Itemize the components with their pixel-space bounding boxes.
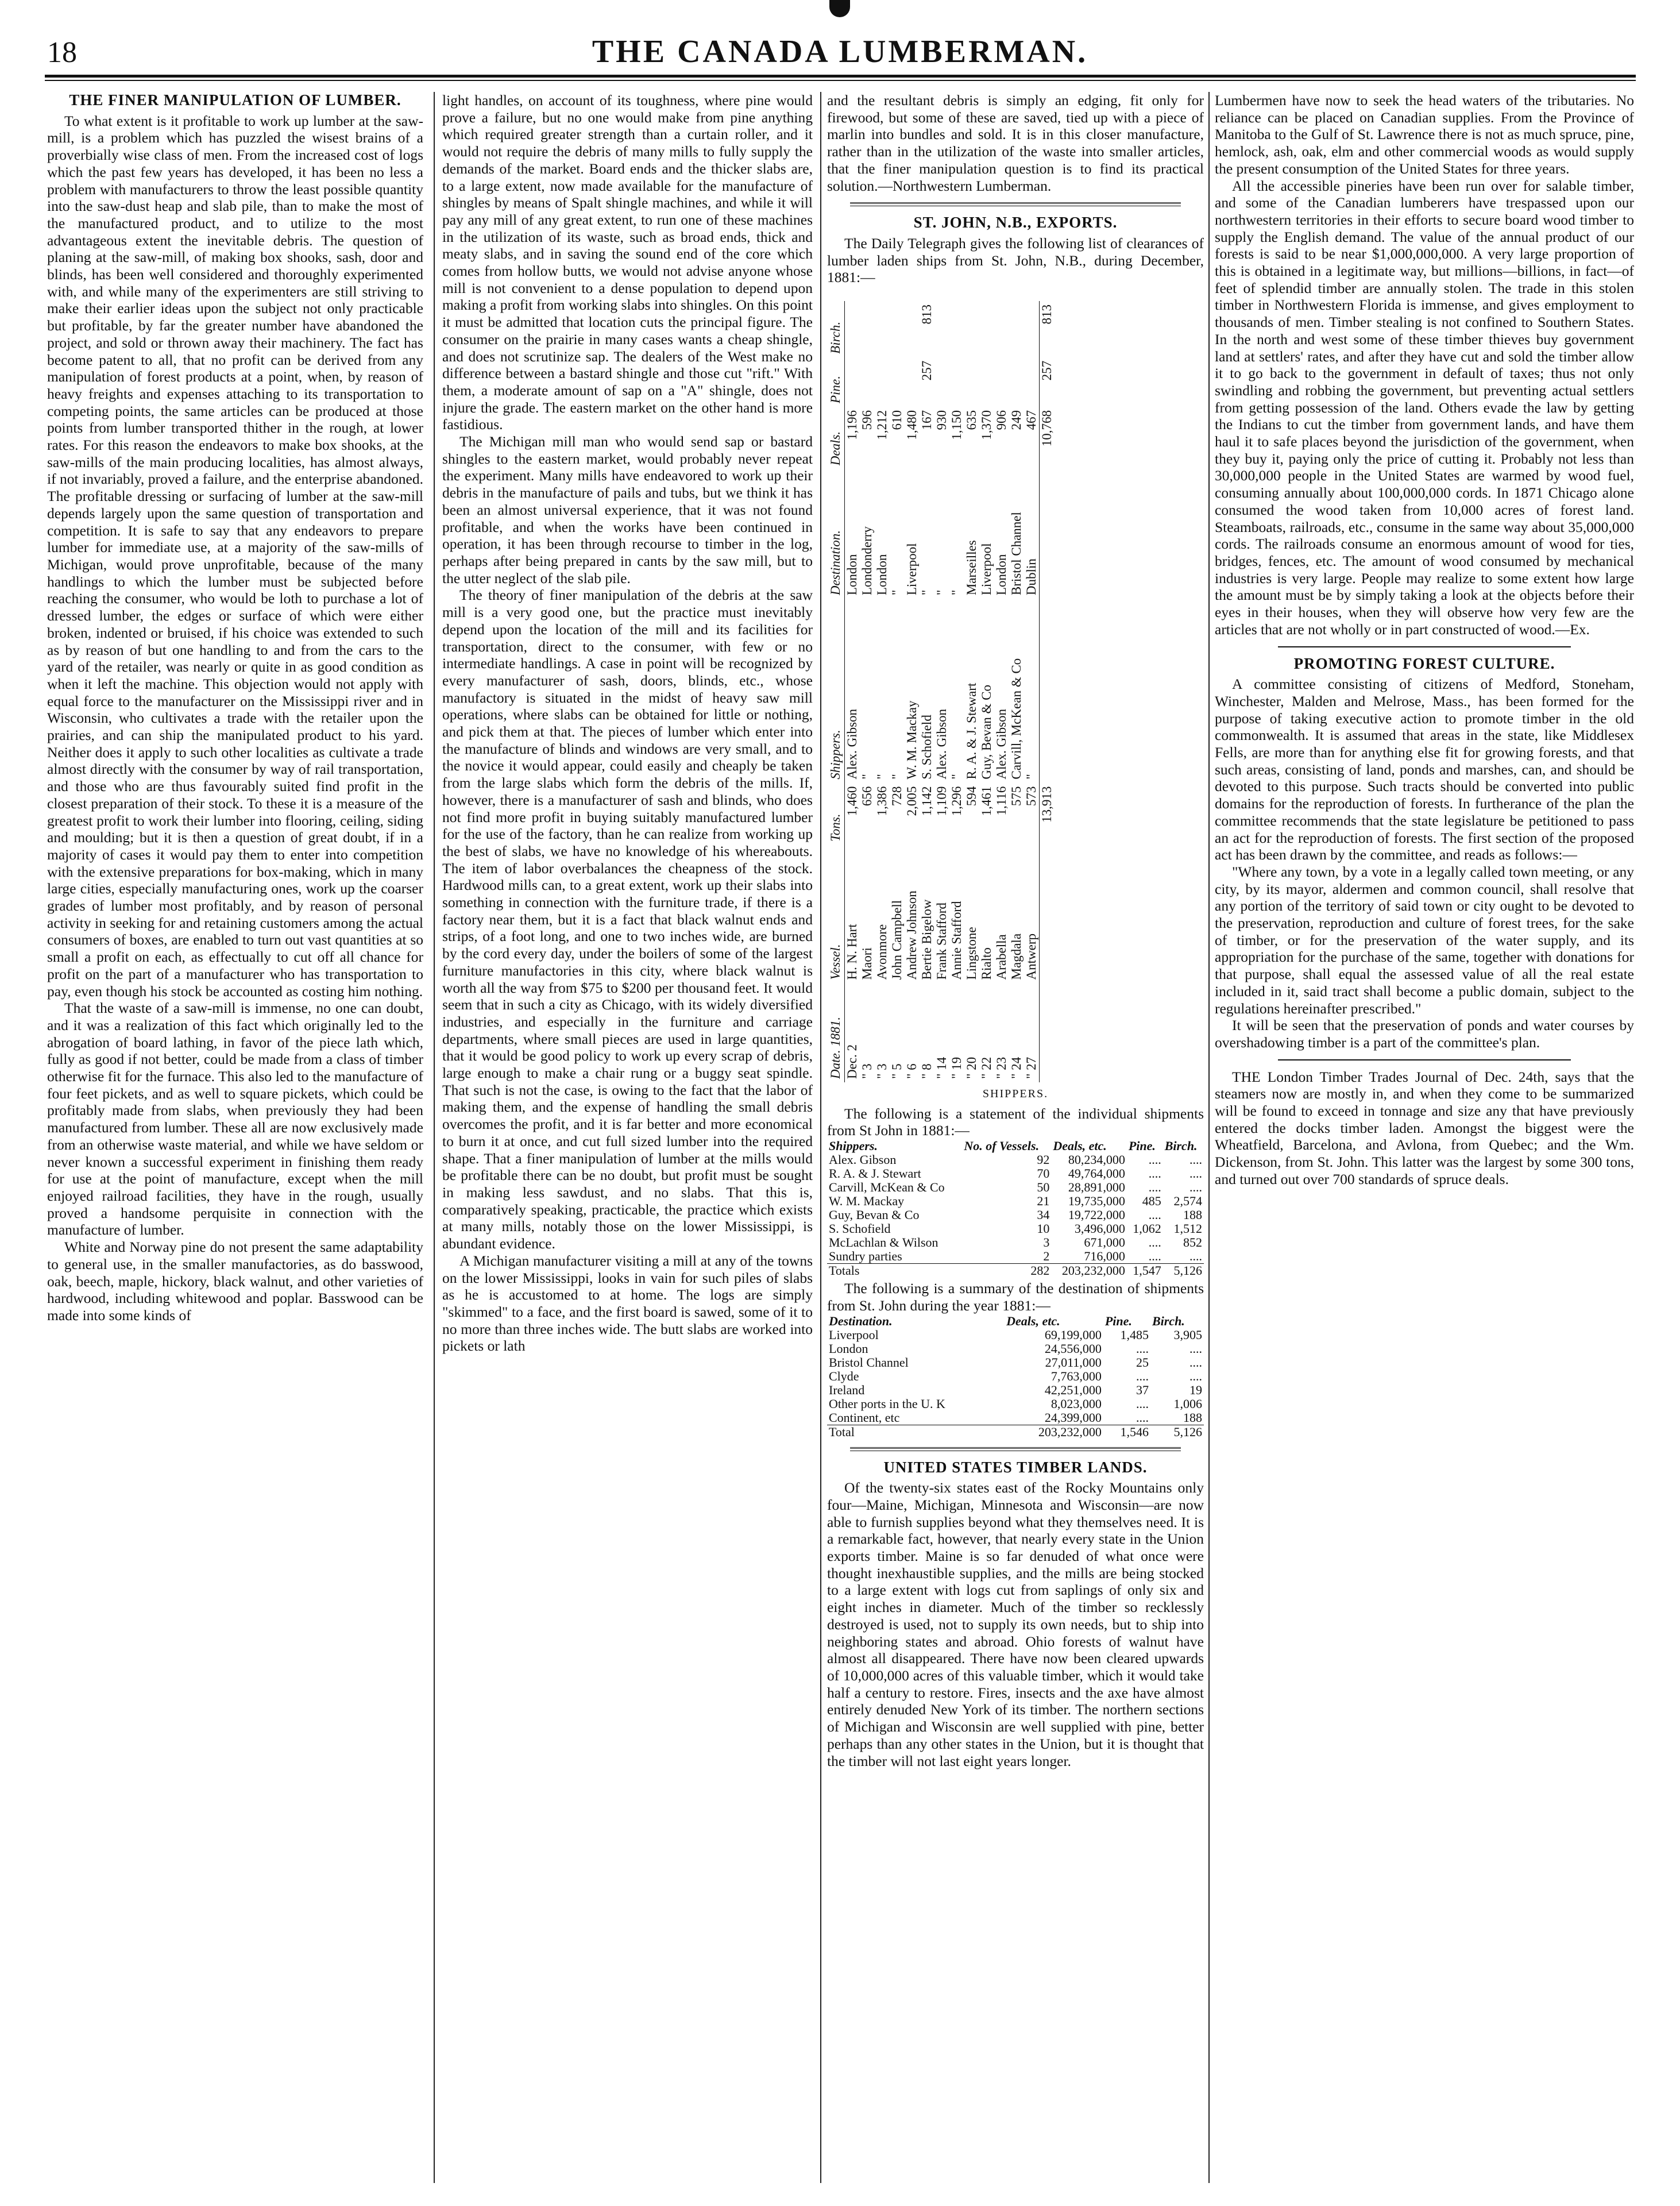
column-3: [827, 92, 1204, 2189]
paragraph: The Daily Telegraph gives the following list of clearances of lumber laden ships from St. John, N.B., during December, 1881:—: [827, 234, 1204, 286]
table-cell: 19,735,000: [1068, 1194, 1125, 1209]
table-cell: 1,116: [994, 786, 1009, 816]
table-cell: H. N. Hart: [845, 924, 859, 980]
table-header-cell: Shippers.: [827, 599, 845, 782]
table-cell: ....: [1148, 1208, 1161, 1222]
table-cell: [1024, 301, 1040, 357]
table-cell: John Campbell: [890, 900, 904, 980]
table-cell: ": [890, 589, 904, 596]
table-cell: ": [860, 774, 874, 780]
section-divider: [850, 1447, 1181, 1451]
table-cell: 1,109: [934, 786, 949, 816]
paragraph: The theory of finer manipulation of the debris at the saw mill is a very good one, but the practice must inevitably depend upon the location of the mill and its facilities for transportation, direct to the consumer, with few or no intermediate handlings. A case in point will be recognized by every manufacturer of sash, doors, blinds, etc., whose manufactory is situated in the midst of heavy saw mill operations, where slabs can be obtained for little or nothing, and pick them at that. The pieces of lumber which enter into the manufacture of blinds and windows are very small, and to the novice it would appear, could easily and cheaply be taken from the large slabs which form the debris of the mills. If, however, there is a manufacturer of sash and blinds, who does not find more profit in buying suitably manufactured lumber for the use of the factory, than he can realize from working up the best of slabs, we have no knowledge of his whereabouts. The item of labor overbalances the cheapness of the stock. Hardwood mills can, to a great extent, work up their slabs into something in connection with the furniture trade, if there is a factory near them, but it is a fact that black walnut ends and strips, of a foot long, and one to two inches wide, are burned by the cord every day, under the boilers of some of the largest furniture manufactories in this city, where black walnut is worth all the way from $75 to $200 per thousand feet. It would seem that in such a city as Chicago, with its widely diversified industries, and especially in the furniture and carriage departments, where small pieces are used in large quantities, that it would be good policy to work up every scrap of debris, large enough to make a chair rung or a buggy seat spindle. That such is not the case, is owing to the fact that the labor of making them, and the expense of handling the small debris overcomes the profit, and it is far better and more economical to burn it at once, and cut full sized lumber into the required shape. That a finer manipulation of lumber at the mills would be profitable there can be no doubt, but profit must be sought in making less sawdust, and no slabs. That this is, comparatively speaking, practicable, the practice which exists at many mills, notably those on the lower Mississippi, is abundant evidence.: [442, 587, 813, 1252]
table-cell: ....: [1148, 1152, 1161, 1167]
table-row: [827, 1356, 1204, 1370]
table-row: [827, 1167, 1204, 1181]
table-cell: London: [829, 1341, 868, 1356]
table-row: [1009, 301, 1024, 1082]
table-row: [827, 1411, 1204, 1425]
column-rule: [820, 92, 821, 2183]
column-2: [442, 92, 813, 2189]
table-header-cell: Vessel.: [827, 845, 845, 984]
paragraph: Lumbermen have now to seek the head waters of the tributaries. No reliance can be placed on Canadian supplies. From the Province of Manitoba to the Gulf of St. Lawrence there is not as much spruce, pine, hemlock, ash, oak, elm and other commercial woods as would supply the present consumption of the United States for three years.: [1215, 92, 1634, 177]
table-row: [979, 301, 994, 1082]
table-cell: 716,000: [1084, 1249, 1125, 1264]
table-header-cell: Pine.: [1104, 1313, 1132, 1328]
table-cell: " 8: [920, 1063, 934, 1079]
table-cell: Andrew Johnson: [905, 890, 919, 980]
table-cell: 3: [1043, 1235, 1050, 1250]
table-row: [827, 1222, 1204, 1236]
table-cell: ....: [1189, 1180, 1202, 1195]
table-cell: 5,126: [1163, 1264, 1204, 1278]
table-cell: Lingstone: [964, 927, 979, 980]
table-cell: 80,234,000: [1068, 1152, 1125, 1167]
table-cell: [979, 357, 994, 407]
table-cell: [1040, 845, 1055, 984]
table-cell: " 3: [860, 1063, 874, 1079]
table-cell: ....: [1148, 1166, 1161, 1181]
table-cell: London: [994, 554, 1009, 596]
table-cell: London: [875, 554, 889, 596]
table-cell: 610: [890, 410, 904, 430]
table-cell: 728: [890, 786, 904, 807]
table-cell: Guy, Bevan & Co: [979, 685, 994, 780]
clearances-table: [827, 301, 1055, 1082]
table-cell: 257: [1040, 357, 1055, 407]
table-cell: Rialto: [979, 947, 994, 980]
table-cell: 10: [1037, 1221, 1050, 1236]
table-row: [934, 301, 949, 1082]
table-cell: 1,296: [949, 786, 964, 816]
masthead-rule: [45, 75, 1636, 81]
paragraph: "Where any town, by a vote in a legally called town meeting, or any city, by its mayor, aldermen and common council, shall resolve that any portion of the territory of said town or city ought to be devoted to the preservation, reproduction and culture of forest trees, for the sake of timber, or for the preservation of the water supply, and its appropriation for the purchase of the same, together with donations for that purpose, shall equal the assessed value of all the real estate included in it, said tract shall become a public domain, subject to the regulations hereinafter prescribed.": [1215, 863, 1634, 1017]
table-header-cell: Destination.: [829, 1313, 893, 1328]
table-cell: Maori: [860, 947, 874, 980]
table-caption: SHIPPERS.: [982, 1087, 1049, 1101]
table-cell: [964, 301, 979, 357]
paragraph: A Michigan manufacturer visiting a mill at any of the towns on the lower Mississippi, looks in vain for such piles of slabs as he is accustomed to at home. The logs are simply "skimmed" to a face, and the first board is sawed, some of it to no more than three inches wide. The butt slabs are worked into pickets or lath: [442, 1252, 813, 1355]
table-cell: 21: [1037, 1194, 1050, 1209]
column-rule: [434, 92, 435, 2183]
table-row: [827, 1383, 1204, 1397]
table-cell: Sundry parties: [829, 1249, 902, 1264]
table-cell: 27,011,000: [1045, 1355, 1102, 1370]
table-cell: 1,006: [1173, 1396, 1202, 1411]
paragraph: light handles, on account of its toughness, where pine would prove a failure, but no one would make from pine anything which required greater strength than a curtain roller, and it would not require the debris of many mills to fully supply the demands of the market. Board ends and the thicker slabs are, to a large extent, now made available for the manufacture of shingles by means of Spalt shingle machines, and while it will pay any mill of any great extent, to run one of these machines in the utilization of its waste, such as broad ends, thick and meaty slabs, and in saving the sound end of the core which comes from hollow butts, we would not advise anyone whose mill is not convenient to a dense population to depend upon making a profit from working slabs into shingles. On this point it must be admitted that location cuts the principal figure. The consumer on the prairie in many cases wants a cheap shingle, and does not scrutinize sap. The dealers of the West make no difference between a bastard shingle and those cut "rift." With them, a moderate amount of sap on a "A" shingle, does not injure the grade. The eastern market on the other hand is more fastidious.: [442, 92, 813, 433]
table-header-cell: Deals, etc.: [1006, 1313, 1060, 1328]
table-row: [1024, 301, 1040, 1082]
paragraph: To what extent is it profitable to work up lumber at the saw-mill, is a problem which has puzzled the wisest brains of a proverbially wise class of men. From the increased cost of logs which the past few years has developed, it has been no less a problem with manufacturers to throw the least possible quantity into the saw-dust heap and slab pile, than to make the most of the manufactured product, and to utilize to the most advantageous extent the inevitable debris. The question of planing at the saw-mill, of making box shooks, sash, door and blinds, has been well considered and thoroughly experimented with, and while many of the experimenters are still striving to make their earlier ideas upon the subject not only practicable but profitable, by far the greater number have abandoned the project, and sold or thrown away their machinery. The fact has become patent to all, that no profit can be derived from any manipulation of forest products at a point, when, by reason of heavy freights and expenses attaching to its transportation to competing points, the same articles can be produced at those points from lumber transported thither in the rough, at lower rates. For this reason the endeavors to make box shooks, at the saw-mills of the main producing localities, has almost always, if not invariably, proved a failure, and the enterprise abandoned. The profitable dressing or surfacing of lumber at the saw-mill depends largely upon the same question of transportation and competition. It is safe to say that any endeavors to prepare lumber for immediate use, at a majority of the saw-mills of Michigan, would prove unprofitable, because of the many handlings to which the lumber must be subjected before reaching the consumer, who would be loth to purchase a lot of dressed lumber, the edges or surface of which were either broken, indented or bruised, if his choice was extended to such as by reason of but one handling to and from the cars to the yard of the retailer, was nearly or quite in as good condition as when it left the machine. This objection would not apply with equal force to the manufacturer on the Mississippi river and in Wisconsin, who cultivates a trade with the retailer upon the prairies, and can ship the manipulated product to his yard. Neither does it apply to such other localities as cultivate a trade almost directly with the consumer by way of rail transportation, and those who are thus favourably suited find profit in the closest preparation of their stock. To these it is a measure of the greatest profit to work their lumber into flooring, ceiling, siding and moulding; but it is then a question of great doubt, if in a majority of cases it would pay them to enter into competition with the extensive preparations for box-making, which in many large cities, especially manufacturing ones, work up the coarser grades of lumber most profitably, and by reason of personal activity in seeking for and retaining customers among the actual consumers of boxes, are enabled to turn out vast quantities at so small a profit on each, as effectually to cut off all chance for profit on the part of a manufacturer who has transportation to pay, even though his stock be accounted as costing him nothing.: [47, 112, 423, 1000]
table-cell: [845, 357, 860, 407]
table-cell: W. M. Mackay: [829, 1194, 905, 1209]
table-row: [860, 301, 875, 1082]
table-cell: [890, 301, 905, 357]
table-cell: ": [1024, 774, 1038, 780]
table-cell: 1,460: [845, 786, 859, 816]
paragraph: All the accessible pineries have been run over for salable timber, and some of the Canadian lumberers have trespassed upon our northwestern territories in their efforts to secure board wood timber to supply the English demand. The value of the annual product of our forests is said to be near $1,000,000,000. A very large proportion of this is obtained in a legitimate way, but millions—billions, in fact—of feet of splendid timber are annually stolen. The trade in this stolen timber in Northwestern Florida is immense, and gives employment to thousands of men. Timber stealing is not confined to Southern States. In the north and west some of these timber thieves buy government land at settlers' rates, and after they have cut and sold the timber allow it to go back to the government in default of taxes; thus not only swindling and robbing the government, but preventing actual settlers from getting possession of the land. Others evade the law by getting the Indians to cut the timber from government lands, and have them haul it to safe places beyond the jurisdiction of the government, when they buy it, paying only the price of cutting it. Probably not less than 30,000,000 people in the United States are warmed by wood fuel, consuming annually about 100,000,000 cords. In 1871 Chicago alone consumed the wood taken from 10,000 acres of forest land. Steamboats, railroads, etc., consume in the same way about 35,000,000 cords. The railroads consume an enormous amount of wood for ties, bridges, fences, etc. The amount of wood consumed by mechanical industries is very large. People may realize to some extent how large the amount must be by simply taking a look at the objects before their eyes in their houses, when they will observe how very few are the articles that are not wholly or in part constructed of wood.—Ex.: [1215, 177, 1634, 638]
table-cell: 37: [1136, 1382, 1149, 1397]
table-cell: Antwerp: [1024, 933, 1038, 980]
table-cell: [979, 301, 994, 357]
table-cell: Clyde: [829, 1368, 859, 1383]
table-cell: [845, 301, 860, 357]
table-cell: Alex. Gibson: [934, 708, 949, 780]
table-cell: " 22: [979, 1056, 994, 1079]
table-cell: Liverpool: [979, 543, 994, 596]
table-cell: ": [949, 589, 964, 596]
table-cell: Bristol Channel: [1009, 512, 1024, 596]
section-divider: [1278, 646, 1571, 647]
table-cell: 13,913: [1040, 783, 1055, 845]
table-cell: 671,000: [1084, 1235, 1125, 1250]
table-cell: 24,556,000: [1044, 1341, 1102, 1356]
table-header-cell: Birch.: [827, 301, 845, 357]
destination-table: [827, 1314, 1204, 1439]
table-cell: R. A. & J. Stewart: [829, 1166, 921, 1181]
table-cell: ....: [1136, 1341, 1149, 1356]
table-cell: [1009, 357, 1024, 407]
table-cell: ....: [1189, 1152, 1202, 1167]
table-cell: ....: [1189, 1249, 1202, 1264]
table-cell: 7,763,000: [1051, 1368, 1102, 1383]
table-header-cell: Date. 1881.: [827, 983, 845, 1082]
table-cell: [905, 301, 920, 357]
table-header-cell: Tons.: [827, 783, 845, 845]
table-cell: 906: [994, 410, 1009, 430]
table-cell: 10,768: [1040, 407, 1055, 469]
table-cell: [905, 357, 920, 407]
table-cell: [860, 301, 875, 357]
table-cell: 596: [860, 410, 874, 430]
table-total-row: [1040, 301, 1055, 1082]
table-cell: 167: [920, 410, 934, 430]
table-cell: ....: [1189, 1166, 1202, 1181]
table-cell: 1,212: [875, 410, 889, 440]
table-cell: 25: [1136, 1355, 1149, 1370]
table-cell: S. Schofield: [829, 1221, 891, 1236]
table-cell: [934, 357, 949, 407]
table-row: [920, 301, 934, 1082]
table-cell: 3,905: [1173, 1327, 1202, 1342]
table-cell: 2,005: [905, 786, 919, 816]
table-cell: London: [845, 554, 859, 596]
table-cell: ": [875, 774, 889, 780]
table-cell: ....: [1148, 1249, 1161, 1264]
table-cell: 188: [1183, 1410, 1202, 1425]
table-cell: R. A. & J. Stewart: [964, 682, 979, 780]
table-cell: [964, 357, 979, 407]
table-row: [964, 301, 979, 1082]
table-cell: Guy, Bevan & Co: [829, 1208, 920, 1222]
table-cell: Totals: [827, 1264, 962, 1278]
table-cell: [949, 301, 964, 357]
table-cell: 575: [1009, 786, 1024, 807]
table-cell: Arabella: [994, 934, 1009, 980]
section-divider: [1278, 1059, 1571, 1060]
column-rule: [1208, 92, 1210, 2183]
paragraph: A committee consisting of citizens of Medford, Stoneham, Winchester, Malden and Melrose, Mass., has been formed for the purpose of taking executive action to promote timber in the old commonwealth. It is assumed that areas in the state, like Middlesex Fells, are more than for anything else fit for growing forests, and that such areas, consisting of land, ponds and marshes, can, and should be devoted to this purpose. Such tracts should be converted into public domains for the reproduction of forests. In furtherance of the plan the committee recommends that the state legislature be petitioned to pass an act for the reproduction of forests. The first section of the proposed act has been drawn by the committee, and reads as follows:—: [1215, 676, 1634, 863]
table-cell: 930: [934, 410, 949, 430]
table-cell: Londonderry: [860, 526, 874, 596]
table-cell: 5,126: [1150, 1425, 1204, 1439]
table-row: [994, 301, 1009, 1082]
table-cell: 249: [1009, 410, 1024, 430]
table-cell: [1024, 357, 1040, 407]
paragraph: It will be seen that the preservation of ponds and water courses by overshadowing timber is a part of the committee's plan.: [1215, 1017, 1634, 1051]
table-cell: [875, 301, 890, 357]
table-cell: " 14: [934, 1056, 949, 1079]
table-cell: Continent, etc: [829, 1410, 900, 1425]
table-cell: 656: [860, 786, 874, 807]
table-row: [905, 301, 920, 1082]
table-cell: 485: [1142, 1194, 1161, 1209]
column-4: [1215, 92, 1634, 2189]
table-header-cell: Deals, etc.: [1053, 1139, 1107, 1154]
table-header-cell: Birch.: [1164, 1139, 1198, 1154]
table-cell: [949, 357, 964, 407]
table-cell: ....: [1136, 1410, 1149, 1425]
paragraph: The Michigan mill man who would send sap or bastard shingles to the eastern market, would probably never repeat the experiment. Many mills have endeavored to work up their debris in the manufacture of pails and tubs, but we think it has been an almost universal experience, that it was not found profitable, and when the works have been continued in operation, it has been through recourse to timber in the log, perhaps after being prepared in cants by the saw mill, but to the utter neglect of the slab pile.: [442, 433, 813, 587]
table-cell: " 19: [949, 1056, 964, 1079]
table-cell: 69,199,000: [1044, 1327, 1102, 1342]
table-cell: " 3: [875, 1063, 889, 1079]
table-row: [827, 1342, 1204, 1356]
table-cell: [1040, 983, 1055, 1082]
table-cell: 1,485: [1120, 1327, 1149, 1342]
article-heading-forest-culture: PROMOTING FOREST CULTURE.: [1293, 654, 1555, 672]
table-row: [827, 1397, 1204, 1411]
table-cell: 1,386: [875, 786, 889, 816]
table-cell: 1,196: [845, 410, 859, 440]
table-cell: " 20: [964, 1056, 979, 1079]
table-cell: Total: [827, 1425, 1005, 1439]
table-cell: 1,512: [1173, 1221, 1202, 1236]
table-row: [827, 1194, 1204, 1208]
table-cell: 3,496,000: [1074, 1221, 1125, 1236]
table-cell: 2,574: [1173, 1194, 1202, 1209]
table-cell: 282: [962, 1264, 1051, 1278]
table-cell: Avonmore: [875, 924, 889, 980]
paragraph: The following is a summary of the destination of shipments from St. John during the year 1881:—: [827, 1280, 1204, 1314]
table-cell: [934, 301, 949, 357]
paragraph: THE London Timber Trades Journal of Dec. 24th, says that the steamers now are mostly in, and when they come to be summarized will be found to exceed in tonnage and size any that have previously entered the docks timber laden. Amongst the biggest were the Wheatfield, Barcelona, and Avlona, from Quebec; and the Wm. Dickenson, from St. John. This latter was the largest by some 300 tons, and turned out over 700 standards of spruce deals.: [1215, 1068, 1634, 1187]
table-cell: Dublin: [1024, 558, 1038, 596]
table-cell: ": [890, 774, 904, 780]
table-cell: [1009, 301, 1024, 357]
table-cell: 467: [1024, 410, 1038, 430]
table-header-cell: Pine.: [1128, 1139, 1156, 1154]
table-cell: ....: [1148, 1180, 1161, 1195]
table-cell: 8,023,000: [1051, 1396, 1102, 1411]
table-cell: 24,399,000: [1044, 1410, 1102, 1425]
table-cell: ": [920, 589, 934, 596]
table-header-cell: Destination.: [827, 469, 845, 599]
table-cell: 203,232,000: [1051, 1264, 1126, 1278]
table-cell: Marseilles: [964, 540, 979, 596]
table-cell: 1,142: [920, 786, 934, 816]
paragraph: That the waste of a saw-mill is immense, no one can doubt, and it was a realization of this fact which originally led to the abrogation of board lathing, in favor of the piece lath which, fully as good if not better, could be made from a class of timber otherwise fit for the furnace. This also led to the manufacture of four feet pickets, and as well to square pickets, which could be profitably made from slabs, when previously they had been manufactured from lumber. These all are now exclusively made from an otherwise waste material, and while we have seldom or never known a successful experiment in finishing them ready for use at the point of manufacture, except when the mill enjoyed railroad facilities, they have in the rough, usually proved a handsome perquisite in connection with the manufacture of lumber.: [47, 1000, 423, 1239]
table-cell: [890, 357, 905, 407]
table-cell: 635: [964, 410, 979, 430]
table-cell: ....: [1189, 1341, 1202, 1356]
table-total-row: [827, 1264, 1204, 1278]
paragraph: The following is a statement of the individual shipments from St John in 1881:—: [827, 1105, 1204, 1139]
table-cell: 573: [1024, 786, 1038, 807]
table-cell: Carvill, McKean & Co: [829, 1180, 945, 1195]
table-row: [890, 301, 905, 1082]
table-cell: " 27: [1024, 1056, 1038, 1079]
table-cell: S. Schofield: [920, 715, 934, 780]
table-row: [827, 1328, 1204, 1342]
table-cell: [994, 357, 1009, 407]
table-cell: 188: [1183, 1208, 1202, 1222]
table-cell: Frank Stafford: [934, 903, 949, 980]
table-cell: [1040, 469, 1055, 599]
table-cell: ....: [1136, 1396, 1149, 1411]
table-cell: 19,722,000: [1068, 1208, 1125, 1222]
table-cell: " 6: [905, 1063, 919, 1079]
table-cell: " 23: [994, 1056, 1009, 1079]
article-heading-st-john-exports: ST. JOHN, N.B., EXPORTS.: [913, 214, 1118, 232]
table-row: [827, 1181, 1204, 1194]
table-cell: ....: [1136, 1368, 1149, 1383]
table-row: [827, 1208, 1204, 1222]
article-heading-finer-manipulation: THE FINER MANIPULATION OF LUMBER.: [69, 92, 401, 109]
table-cell: " 5: [890, 1063, 904, 1079]
table-cell: Bristol Channel: [829, 1355, 909, 1370]
table-header-cell: Pine.: [827, 357, 845, 407]
table-cell: 852: [1183, 1235, 1202, 1250]
table-row: [827, 1236, 1204, 1249]
paragraph: and the resultant debris is simply an edging, fit only for firewood, but some of these are saved, tied up with a piece of marlin into bundles and sold. It is in this closer manufacture, rather than in the utilization of the waste into smaller articles, that the finer manipulation question is to find its practical solution.—Northwestern Lumberman.: [827, 92, 1204, 194]
table-cell: " 24: [1009, 1056, 1024, 1079]
table-header-cell: Deals.: [827, 407, 845, 469]
table-cell: 1,480: [905, 410, 919, 440]
article-heading-timber-lands: UNITED STATES TIMBER LANDS.: [883, 1458, 1148, 1476]
table-total-row: [827, 1425, 1204, 1439]
table-cell: 1,062: [1133, 1221, 1161, 1236]
section-divider: [850, 202, 1181, 206]
table-cell: 813: [920, 304, 934, 325]
table-cell: 49,764,000: [1068, 1166, 1125, 1181]
table-cell: 34: [1037, 1208, 1050, 1222]
table-cell: 813: [1040, 301, 1055, 357]
paragraph: White and Norway pine do not present the same adaptability to general use, in the smaller manufactories, as do basswood, oak, beech, maple, hickory, black walnut, and other varieties of hardwood, including whitewood and poplar. Basswood can be made into some kinds of: [47, 1239, 423, 1324]
table-cell: 203,232,000: [1005, 1425, 1103, 1439]
table-cell: 1,370: [979, 410, 994, 440]
table-cell: 70: [1037, 1166, 1050, 1181]
table-row: [949, 301, 964, 1082]
table-cell: [994, 301, 1009, 357]
table-cell: 1,546: [1103, 1425, 1150, 1439]
table-cell: 594: [964, 786, 979, 807]
table-cell: Alex. Gibson: [829, 1152, 897, 1167]
table-cell: Magdala: [1009, 934, 1024, 980]
table-cell: [860, 357, 875, 407]
table-cell: Carvill, McKean & Co: [1009, 658, 1024, 780]
table-cell: ....: [1189, 1355, 1202, 1370]
table-cell: 1,150: [949, 410, 964, 440]
page-number: 18: [47, 36, 77, 69]
table-cell: Liverpool: [829, 1327, 879, 1342]
table-cell: 28,891,000: [1068, 1180, 1125, 1195]
table-cell: McLachlan & Wilson: [829, 1235, 939, 1250]
masthead-title: THE CANADA LUMBERMAN.: [592, 34, 1088, 70]
table-cell: 19: [1189, 1382, 1202, 1397]
table-cell: 92: [1037, 1152, 1050, 1167]
table-row: [845, 301, 860, 1082]
table-cell: Liverpool: [905, 543, 919, 596]
table-cell: 50: [1037, 1180, 1050, 1195]
table-cell: Bertie Bigelow: [920, 899, 934, 980]
table-row: [827, 1370, 1204, 1383]
clearances-table-rotated: [827, 290, 1204, 1082]
paragraph: Of the twenty-six states east of the Rocky Mountains only four—Maine, Michigan, Minnesota and Wisconsin—are now able to furnish supplies beyond what they themselves need. It is a remarkable fact, however, that nearly every state in the Union exports timber. Maine is so far denuded of what once were thought inexhaustible supplies, and the mills are being stocked to a large extent with logs cut from saplings of only six and eight inches in diameter. Much of the timber so recklessly destroyed is used, not to supply its own needs, but to ship into neighboring states and abroad. Ohio forests of walnut have almost all disappeared. There have now been cleared upwards of 10,000,000 acres of this valuable timber, which it would take half a century to restore. Fires, insects and the axe have almost entirely denuded New York of its timber. The northern sections of Michigan and Wisconsin are well supplied with pine, better perhaps than any other states in the Union, but it is thought that the timber will not last eight years longer.: [827, 1479, 1204, 1769]
table-cell: ": [934, 589, 949, 596]
table-cell: ....: [1148, 1235, 1161, 1250]
shippers-table: [827, 1139, 1204, 1278]
table-cell: [875, 357, 890, 407]
table-row: [875, 301, 890, 1082]
table-row: [827, 1249, 1204, 1264]
registration-mark: [829, 0, 850, 17]
table-cell: Other ports in the U. K: [829, 1396, 945, 1411]
table-cell: 1,461: [979, 786, 994, 816]
table-cell: Annie Stafford: [949, 901, 964, 980]
table-cell: W. M. Mackay: [905, 700, 919, 780]
table-row: [827, 1153, 1204, 1167]
table-cell: 257: [920, 360, 934, 381]
table-header-cell: Shippers.: [829, 1139, 878, 1154]
table-cell: ": [949, 774, 964, 780]
table-header-cell: Birch.: [1152, 1313, 1185, 1328]
table-cell: Ireland: [829, 1382, 865, 1397]
table-cell: 1,547: [1127, 1264, 1163, 1278]
table-header-cell: No. of Vessels.: [964, 1139, 1040, 1154]
table-cell: Dec. 2: [845, 1044, 859, 1079]
column-1: [47, 92, 423, 2189]
table-cell: Alex. Gibson: [994, 708, 1009, 780]
table-cell: 42,251,000: [1044, 1382, 1102, 1397]
table-cell: Alex. Gibson: [845, 708, 859, 780]
table-cell: [1040, 599, 1055, 782]
table-cell: 2: [1043, 1249, 1050, 1264]
table-cell: ....: [1189, 1368, 1202, 1383]
